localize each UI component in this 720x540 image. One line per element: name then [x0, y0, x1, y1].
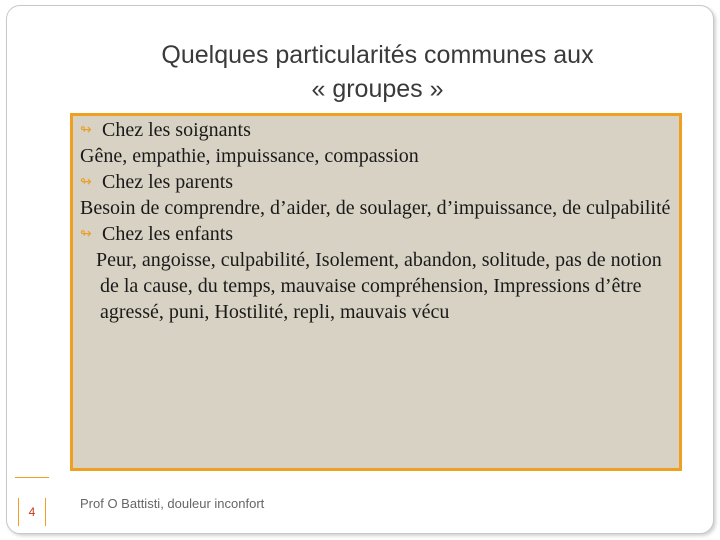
- bullet-icon: ↬: [80, 122, 92, 138]
- content-list: [80, 117, 680, 325]
- bullet-icon: ↬: [80, 174, 92, 190]
- section-heading-parents: [80, 169, 680, 195]
- accent-line: [15, 477, 49, 478]
- bullet-icon: ↬: [80, 226, 92, 242]
- heading-text: Chez les enfants: [102, 223, 234, 245]
- page-number: 4: [18, 498, 46, 526]
- title-line-2: « groupes »: [311, 75, 444, 103]
- section-text-parents: Besoin de comprendre, d’aider, de soulager, d’impuissance, de culpabilité: [80, 197, 671, 219]
- heading-text: Chez les parents: [102, 171, 234, 193]
- section-heading-soignants: [80, 117, 680, 143]
- section-text-enfants: Peur, angoisse, culpabilité, Isolement, abandon, solitude, pas de notion de la cause, du temps, mauvaise compréhension, Impressions d’être agressé, puni, Hostilité, repli, mauvais vécu: [96, 249, 662, 323]
- heading-text: Chez les soignants: [102, 119, 251, 141]
- footer-text: Prof O Battisti, douleur inconfort: [80, 496, 265, 511]
- slide-title: [80, 38, 675, 106]
- section-heading-enfants: [80, 221, 680, 247]
- title-line-1: Quelques particularités communes aux: [161, 41, 594, 69]
- section-text-soignants: Gêne, empathie, impuissance, compassion: [80, 145, 419, 167]
